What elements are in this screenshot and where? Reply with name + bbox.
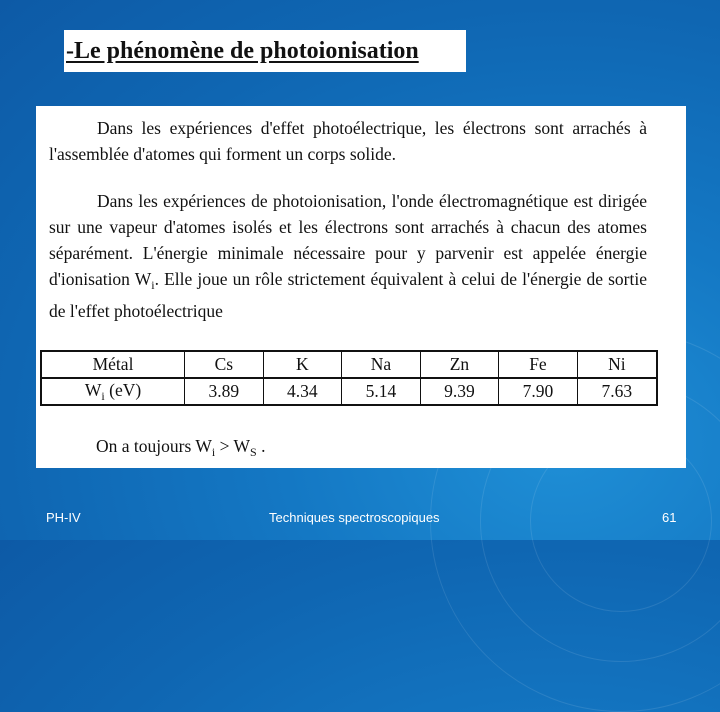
table-header-cell: Na: [342, 351, 421, 378]
content-panel: [36, 106, 686, 468]
paragraph-photoelectric: [49, 115, 647, 167]
paragraph-2-subscript: i: [151, 278, 155, 292]
ionisation-energy-table: [40, 350, 658, 406]
footer-course-code: PH-IV: [46, 510, 81, 525]
row-label-main: W: [84, 379, 102, 400]
row-label-unit: (eV): [104, 379, 142, 400]
row-label-subscript: i: [101, 388, 105, 403]
table-header-cell: Fe: [499, 351, 578, 378]
table-cell: 4.34: [263, 378, 342, 405]
paragraph-2-text-b: . Elle joue un rôle strictement équivalent à celui de l'énergie de sortie de l'effet photoélectrique: [49, 269, 647, 321]
table-header-cell: Cs: [185, 351, 264, 378]
table-header-cell: Ni: [577, 351, 657, 378]
table-header-cell: Zn: [420, 351, 499, 378]
table-cell: 7.63: [577, 378, 657, 405]
footer-course-title: Techniques spectroscopiques: [269, 510, 440, 525]
slide-title: [64, 30, 466, 72]
paragraph-photoionisation: [49, 188, 647, 324]
table-cell: 9.39: [420, 378, 499, 405]
inequality-note: [96, 436, 265, 460]
slide-title-text: -Le phénomène de photoionisation: [66, 38, 419, 64]
paragraph-2-text-a: Dans les expériences de photoionisation, l'onde électromagnétique est dirigée sur une vapeur d'atomes isolés et les électrons sont arrachés à chacun des atomes séparément. L'énergie minimale nécessaire pour y parvenir est appelée énergie d'ionisation W: [49, 191, 647, 289]
paragraph-1-text: Dans les expériences d'effet photoélectrique, les électrons sont arrachés à l'assemblée d'atomes qui forment un corps solide.: [49, 118, 647, 164]
table-header-cell: K: [263, 351, 342, 378]
table-row-label: [41, 378, 185, 405]
note-suffix: .: [256, 436, 266, 456]
table-cell: 3.89: [185, 378, 264, 405]
table-header-row: [41, 351, 657, 378]
table-header-cell: Métal: [41, 351, 185, 378]
note-subscript-s: S: [250, 445, 257, 459]
note-subscript-i: i: [211, 445, 216, 459]
table-cell: 7.90: [499, 378, 578, 405]
note-prefix: On a toujours W: [96, 436, 212, 456]
table-cell: 5.14: [342, 378, 421, 405]
table-row: [41, 378, 657, 405]
footer-page-number: 61: [662, 510, 677, 525]
note-middle: > W: [215, 436, 251, 456]
